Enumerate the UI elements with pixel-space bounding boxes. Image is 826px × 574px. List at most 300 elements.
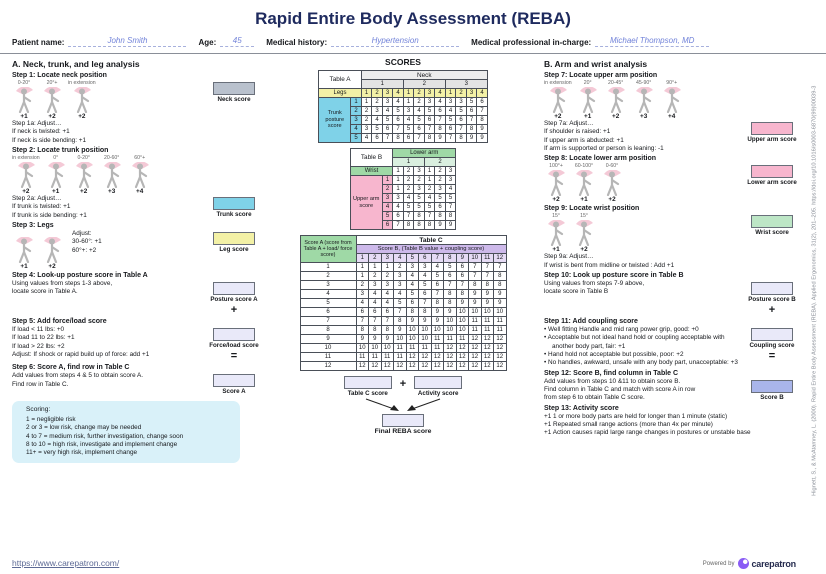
person-figure-icon: [545, 220, 567, 246]
score-cell: 4: [369, 299, 382, 308]
text-line: If trunk is side bending: +1: [12, 211, 87, 219]
person-figure-icon: [71, 87, 93, 113]
score-cell: 11: [394, 344, 407, 353]
citation-sidebar: Hignett, S., & McAtamney, L. (2000). Rapid Entire Body Assessment (REBA). Applied Ergonomics, 31(2), 201–205. https://doi.org/10.1016/s0003-6870(99)00039-3: [811, 85, 818, 496]
col-number: 2: [369, 254, 382, 263]
group-header: 2: [403, 80, 445, 89]
score-cell: 7: [445, 134, 456, 143]
posture-figure: [40, 230, 64, 270]
sub-col-header: 3: [466, 89, 477, 98]
score-cell: 2: [394, 263, 407, 272]
text-line: 30-60°: +1: [72, 238, 102, 246]
score-value-label: +2: [612, 113, 620, 120]
step-3: [12, 222, 262, 270]
score-cell: 8: [466, 125, 477, 134]
column-group-header: Lower arm: [393, 149, 456, 158]
score-cell: 8: [431, 299, 444, 308]
posture-score-a-rail: [206, 280, 262, 316]
score-value-label: +2: [48, 262, 56, 270]
table-c-score-item: [344, 376, 392, 397]
score-cell: 5: [406, 290, 419, 299]
row-group-label: Trunk posture score: [319, 98, 351, 143]
score-value-label: +3: [108, 187, 116, 195]
score-cell: 3: [394, 281, 407, 290]
powered-by: [703, 558, 796, 569]
score-cell: 4: [361, 134, 372, 143]
score-cell: 6: [424, 116, 435, 125]
step-2a-adjust: [12, 195, 204, 220]
score-cell: 12: [356, 362, 369, 371]
text-line: • Well fitting Handle and mid rang power grip, good: +0: [544, 326, 699, 334]
neck-score-box[interactable]: [213, 82, 255, 95]
score-cell: 1: [356, 272, 369, 281]
text-line: If trunk is twisted: +1: [12, 203, 71, 211]
patient-info-row: [0, 29, 826, 54]
row-number: 4: [382, 203, 393, 212]
angle-note: 0°: [53, 154, 59, 161]
posture-figure: [572, 163, 596, 203]
score-cell: 3: [356, 290, 369, 299]
score-cell: 4: [393, 203, 404, 212]
score-cell: 4: [424, 194, 435, 203]
step-10: [544, 272, 800, 316]
score-cell: 9: [419, 317, 432, 326]
patient-name-value[interactable]: John Smith: [68, 36, 186, 47]
sub-col-header: 2: [435, 167, 446, 176]
score-cell: 3: [393, 194, 404, 203]
score-cell: 7: [424, 212, 435, 221]
text-line: +1 1 or more body parts are held for longer than 1 minute (static): [544, 412, 728, 420]
score-cell: 4: [419, 272, 432, 281]
row-number: 3: [300, 281, 356, 290]
score-cell: 11: [456, 335, 469, 344]
score-cell: 4: [445, 107, 456, 116]
score-cell: 2: [356, 281, 369, 290]
row-number: 5: [300, 299, 356, 308]
medical-history-value[interactable]: Hypertension: [331, 36, 459, 47]
group-header: 1: [393, 158, 425, 167]
score-cell: 9: [466, 134, 477, 143]
col-number: 10: [469, 254, 482, 263]
score-cell: 6: [393, 212, 404, 221]
score-cell: 6: [382, 125, 393, 134]
score-cell: 9: [481, 299, 494, 308]
angle-note: 20°: [583, 80, 592, 86]
score-cell: 12: [456, 362, 469, 371]
score-cell: 7: [466, 116, 477, 125]
text-line: • Acceptable but not ideal hand hold or coupling acceptable with another body part, fair: +1: [544, 334, 725, 350]
step-11-title: Step 11: Add coupling score: [544, 318, 638, 326]
score-cell: 3: [445, 98, 456, 107]
score-cell: 7: [456, 125, 467, 134]
angle-note: 15°: [580, 213, 588, 220]
step-4-title: Step 4: Look-up posture score in Table A: [12, 271, 148, 279]
posture-figure: [12, 155, 40, 195]
table-title: Table B: [350, 149, 393, 167]
score-cell: 7: [444, 281, 457, 290]
score-cell: 6: [381, 308, 394, 317]
score-cell: 12: [444, 344, 457, 353]
score-cell: 6: [435, 203, 446, 212]
group-header: 1: [361, 80, 403, 89]
col-number: 6: [419, 254, 432, 263]
section-a-title: A. Neck, trunk, and leg analysis: [12, 59, 140, 69]
score-cell: 11: [494, 317, 507, 326]
sub-col-header: 2: [372, 89, 383, 98]
score-cell: 7: [424, 125, 435, 134]
scoring-legend: [12, 401, 240, 462]
score-cell: 11: [469, 317, 482, 326]
equals-operator: =: [768, 350, 776, 363]
table-title: Table C: [356, 236, 506, 245]
coupling-score-label: Coupling score: [749, 342, 795, 350]
angle-note: in extension: [68, 80, 96, 86]
score-cell: 8: [381, 326, 394, 335]
score-cell: 9: [444, 308, 457, 317]
step-1-figures: [12, 80, 204, 120]
text-line: 11+ = very high risk, implement change: [26, 449, 138, 457]
score-cell: 8: [469, 281, 482, 290]
score-cell: 1: [424, 176, 435, 185]
table-a: [270, 70, 536, 143]
score-cell: 12: [431, 353, 444, 362]
angle-note: 20-45°: [608, 80, 624, 86]
score-cell: 6: [356, 308, 369, 317]
column-group-header: Neck: [361, 71, 487, 80]
score-cell: 12: [381, 362, 394, 371]
person-figure-icon: [73, 162, 95, 188]
score-cell: 9: [477, 134, 488, 143]
professional-value[interactable]: Michael Thompson, MD: [595, 36, 709, 47]
score-cell: 8: [435, 125, 446, 134]
text-line: 1 = negligible risk: [26, 415, 76, 423]
score-cell: 12: [444, 362, 457, 371]
sub-col-header: 2: [403, 167, 414, 176]
score-cell: 5: [466, 98, 477, 107]
score-b-box[interactable]: [751, 380, 793, 393]
person-figure-icon: [573, 220, 595, 246]
col-number: 1: [356, 254, 369, 263]
score-cell: 7: [419, 299, 432, 308]
score-cell: 4: [381, 299, 394, 308]
score-cell: 8: [477, 116, 488, 125]
carepatron-link[interactable]: https://www.carepatron.com/: [12, 558, 120, 568]
posture-score-b-box[interactable]: [751, 282, 793, 295]
row-group-label: Upper arm score: [350, 176, 382, 230]
score-cell: 10: [456, 326, 469, 335]
score-value-label: +2: [78, 113, 86, 120]
score-a-box[interactable]: [213, 374, 255, 387]
score-value-label: +2: [552, 196, 560, 204]
score-cell: 8: [444, 290, 457, 299]
neck-score-label: Neck score: [217, 96, 251, 103]
table-c-score-box[interactable]: [344, 376, 392, 389]
age-value[interactable]: 45: [220, 36, 254, 47]
score-value-label: +1: [552, 246, 560, 254]
step-2: [12, 147, 262, 220]
score-cell: 12: [494, 362, 507, 371]
score-cell: 4: [356, 299, 369, 308]
score-cell: 12: [456, 353, 469, 362]
text-line: Adjust: If shock or rapid build up of force: add +1: [12, 351, 150, 359]
score-cell: 10: [419, 326, 432, 335]
score-a-header: Score A (score from Table A + load/ force score): [300, 236, 356, 263]
score-cell: 8: [394, 317, 407, 326]
score-cell: 8: [456, 134, 467, 143]
text-line: Find column in Table C and match with score A in row: [544, 386, 696, 394]
score-value-label: +1: [20, 113, 28, 120]
coupling-score-rail: [744, 326, 800, 362]
score-cell: 6: [435, 107, 446, 116]
score-value-label: +4: [136, 187, 144, 195]
score-cell: 9: [435, 221, 446, 230]
field-patient-name: [12, 36, 186, 47]
wrist-score-label: Wrist score: [755, 229, 789, 237]
text-line: If wrist is bent from midline or twisted : Add +1: [544, 261, 675, 269]
angle-note: in extension: [12, 154, 40, 161]
field-medical-history: [266, 36, 459, 47]
score-cell: 5: [414, 116, 425, 125]
step-11-bullets: [544, 326, 742, 368]
score-cell: 6: [444, 272, 457, 281]
upper-arm-score-box[interactable]: [751, 122, 793, 135]
score-cell: 1: [393, 176, 404, 185]
angle-note: 15°: [552, 213, 560, 220]
score-cell: 7: [356, 317, 369, 326]
text-line: If load 11 to 22 lbs: +1: [12, 334, 75, 342]
score-cell: 5: [382, 116, 393, 125]
score-cell: 4: [414, 107, 425, 116]
score-cell: 6: [393, 116, 404, 125]
score-cell: 4: [403, 194, 414, 203]
score-cell: 12: [394, 362, 407, 371]
posture-figure: [12, 80, 36, 120]
sub-col-header: 1: [403, 89, 414, 98]
text-line: If load > 22 lbs: +2: [12, 342, 65, 350]
score-cell: 5: [394, 299, 407, 308]
score-value-label: +2: [580, 246, 588, 254]
score-cell: 5: [424, 107, 435, 116]
score-b-rail: [744, 378, 800, 401]
score-cell: 10: [381, 344, 394, 353]
score-cell: 11: [481, 317, 494, 326]
activity-score-box[interactable]: [414, 376, 462, 389]
score-cell: 3: [403, 107, 414, 116]
score-cell: 2: [381, 272, 394, 281]
posture-figure: [544, 163, 568, 203]
person-figure-icon: [129, 162, 151, 188]
col-number: 3: [381, 254, 394, 263]
sub-col-header: 3: [382, 89, 393, 98]
score-value-label: +1: [52, 187, 60, 195]
table-b-grid: [350, 148, 457, 230]
person-figure-icon: [101, 162, 123, 188]
equals-operator: =: [230, 350, 238, 363]
score-cell: 10: [419, 335, 432, 344]
force-load-score-box[interactable]: [213, 328, 255, 341]
text-line: locate score in Table B: [544, 288, 609, 296]
posture-figure: [68, 80, 96, 120]
score-cell: 2: [369, 272, 382, 281]
angle-note: 0-60°: [605, 163, 619, 170]
row-number: 1: [382, 176, 393, 185]
score-cell: 10: [494, 308, 507, 317]
score-cell: 9: [435, 134, 446, 143]
step-1: [12, 72, 262, 145]
person-figure-icon: [13, 87, 35, 113]
score-cell: 7: [477, 107, 488, 116]
angle-note: 100°+: [549, 163, 563, 170]
score-cell: 7: [393, 221, 404, 230]
score-cell: 9: [494, 290, 507, 299]
neck-score-rail: [206, 80, 262, 103]
score-cell: 9: [494, 299, 507, 308]
sub-col-header: 2: [414, 89, 425, 98]
score-cell: 11: [494, 326, 507, 335]
score-cell: 12: [481, 335, 494, 344]
trunk-score-rail: [206, 195, 262, 218]
step-3-adjust: [66, 230, 204, 255]
sub-col-header: 4: [435, 89, 446, 98]
step-9: [544, 205, 800, 270]
wrist-score-rail: [744, 213, 800, 236]
step-8-figures: [544, 163, 742, 203]
plus-operator: +: [230, 304, 238, 317]
score-cell: 7: [494, 263, 507, 272]
text-line: If arm is supported or person is leaning: -1: [544, 144, 664, 152]
sub-col-header: 1: [445, 89, 456, 98]
step-1-title: Step 1: Locate neck position: [12, 72, 107, 79]
step-13-title: Step 13: Activity score: [544, 404, 619, 412]
step-12-title: Step 12: Score B, find column in Table C: [544, 369, 679, 377]
score-cell: 5: [414, 194, 425, 203]
score-cell: 4: [382, 107, 393, 116]
step-2-figures: [12, 155, 262, 195]
sub-col-header: 4: [477, 89, 488, 98]
row-number: 5: [351, 134, 362, 143]
score-cell: 2: [372, 98, 383, 107]
score-cell: 12: [406, 353, 419, 362]
score-cell: 11: [469, 326, 482, 335]
score-cell: 11: [394, 353, 407, 362]
text-line: 8 to 10 = high risk, investigate and implement change: [26, 440, 178, 448]
step-9a-adjust: [544, 253, 800, 270]
score-cell: 12: [469, 335, 482, 344]
activity-score-label: Activity score: [417, 390, 459, 397]
score-cell: 9: [369, 335, 382, 344]
lower-arm-score-box[interactable]: [751, 165, 793, 178]
patient-name-label: Patient name:: [12, 38, 65, 47]
score-cell: 4: [431, 263, 444, 272]
score-cell: 7: [382, 134, 393, 143]
score-cell: 6: [403, 134, 414, 143]
carepatron-logo-icon: [738, 558, 749, 569]
score-cell: 8: [494, 272, 507, 281]
score-cell: 3: [406, 263, 419, 272]
final-score-wrap: [270, 414, 536, 435]
posture-score-b-label: Posture score B: [748, 295, 796, 303]
score-calc-row: [270, 376, 536, 397]
final-reba-score-label: Final REBA score: [374, 428, 432, 436]
text-line: +1 Action causes rapid large range changes in postures or unstable base: [544, 429, 751, 437]
upper-arm-score-rail: [744, 120, 800, 143]
score-value-label: +2: [22, 187, 30, 195]
score-cell: 8: [393, 134, 404, 143]
sub-col-header: 2: [456, 89, 467, 98]
score-cell: 9: [477, 125, 488, 134]
leg-score-box[interactable]: [213, 232, 255, 245]
score-cell: 7: [369, 317, 382, 326]
posture-figure: [660, 80, 684, 120]
score-value-label: +1: [584, 113, 592, 120]
score-cell: 6: [445, 125, 456, 134]
coupling-score-box[interactable]: [751, 328, 793, 341]
step-6-title: Step 6: Score A, find row in Table C: [12, 364, 130, 372]
text-line: Add values from steps 10 &11 to obtain score B.: [544, 377, 681, 385]
score-cell: 2: [414, 98, 425, 107]
row-number: 6: [382, 221, 393, 230]
final-reba-score-box[interactable]: [382, 414, 424, 427]
score-cell: 4: [369, 290, 382, 299]
wrist-score-box[interactable]: [751, 215, 793, 228]
score-cell: 4: [381, 290, 394, 299]
score-a-label: Score A: [222, 388, 246, 396]
score-cell: 11: [419, 344, 432, 353]
score-cell: 7: [403, 212, 414, 221]
score-cell: 7: [456, 281, 469, 290]
score-cell: 4: [394, 290, 407, 299]
trunk-score-label: Trunk score: [216, 210, 252, 218]
row-number: 1: [300, 263, 356, 272]
score-cell: 5: [445, 194, 456, 203]
score-cell: 1: [381, 263, 394, 272]
step-10-title: Step 10: Look up posture score in Table B: [544, 271, 684, 279]
person-figure-icon: [13, 237, 35, 263]
posture-score-b-rail: [744, 280, 800, 316]
score-cell: 9: [431, 308, 444, 317]
text-line: locate score in Table A.: [12, 288, 78, 296]
trunk-score-box[interactable]: [213, 197, 255, 210]
table-b: [270, 148, 536, 230]
score-cell: 8: [444, 299, 457, 308]
score-cell: 7: [435, 116, 446, 125]
score-cell: 10: [456, 308, 469, 317]
score-cell: 2: [361, 116, 372, 125]
posture-score-a-box[interactable]: [213, 282, 255, 295]
text-line: 2 or 3 = low risk, change may be needed: [26, 424, 142, 432]
step-7-title: Step 7: Locate upper arm position: [544, 72, 658, 79]
text-line: If neck is side bending: +1: [12, 136, 87, 144]
score-cell: 1: [369, 263, 382, 272]
score-cell: 11: [356, 353, 369, 362]
force-load-score-label: Force/load score: [209, 342, 259, 350]
score-cell: 12: [494, 335, 507, 344]
score-cell: 3: [414, 185, 425, 194]
step-2-title: Step 2: Locate trunk position: [12, 146, 109, 154]
posture-figure: [572, 213, 596, 253]
person-figure-icon: [633, 87, 655, 113]
score-cell: 8: [424, 134, 435, 143]
angle-note: 60°+: [134, 154, 146, 161]
scoring-lines: [20, 416, 232, 458]
score-cell: 10: [481, 308, 494, 317]
carepatron-logo-text: carepatron: [751, 558, 796, 569]
score-value-label: +4: [668, 113, 676, 120]
table-c: [270, 235, 536, 371]
score-cell: 7: [469, 272, 482, 281]
score-cell: 10: [369, 344, 382, 353]
person-figure-icon: [41, 237, 63, 263]
